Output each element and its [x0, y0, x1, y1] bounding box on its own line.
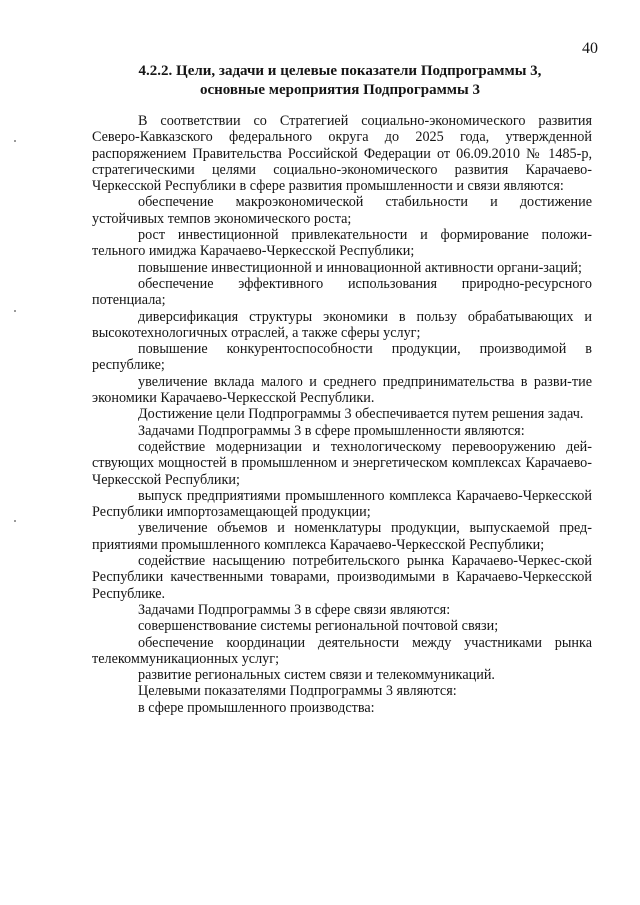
- paragraph-goal-achievement: Достижение цели Подпрограммы 3 обеспечивается путем решения задач.: [138, 406, 584, 423]
- section-heading: [90, 62, 590, 100]
- scan-margin-marks: [0, 0, 30, 905]
- list-item-investment-attractiveness: рост инвестиционной привлекательности и формирование положи-тельного имиджа Карачаево-Черкесской Республики;: [92, 227, 592, 260]
- list-item-output-growth: увеличение объемов и номенклатуры продукции, выпускаемой пред-приятиями промышленного комплекса Карачаево-Черкесской Республики;: [92, 520, 592, 553]
- body-text: [92, 113, 592, 716]
- list-item-small-business: увеличение вклада малого и среднего предпринимательства в разви-тие экономики Карачаево-Черкесской Республики.: [92, 373, 592, 407]
- paragraph-industrial-production: в сфере промышленного производства:: [138, 699, 375, 716]
- list-item-diversification: диверсификация структуры экономики в пользу обрабатывающих и высокотехнологичных отраслей, а также сферы услуг;: [92, 308, 592, 341]
- list-item-innovation-activity: повышение инвестиционной и инновационной активности органи-заций;: [138, 259, 582, 276]
- scan-speck: [14, 520, 16, 522]
- paragraph-industry-tasks-intro: Задачами Подпрограммы 3 в сфере промышленности являются:: [138, 422, 525, 439]
- section-heading-line-2: основные мероприятия Подпрограммы 3: [200, 82, 480, 98]
- paragraph-communication-tasks-intro: Задачами Подпрограммы 3 в сфере связи являются:: [138, 601, 451, 618]
- list-item-regional-telecom: развитие региональных систем связи и телекоммуникаций.: [138, 667, 495, 684]
- list-item-natural-resources: обеспечение эффективного использования природно-ресурсного потенциала;: [92, 275, 592, 309]
- list-item-consumer-market: содействие насыщению потребительского рынка Карачаево-Черкес-ской Республики качественными товарами, производимыми в Карачаево-Черкесской Республике.: [92, 553, 592, 602]
- list-item-competitiveness: повышение конкурентоспособности продукции, производимой в республике;: [92, 341, 592, 374]
- list-item-macro-stability: обеспечение макроэкономической стабильности и достижение устойчивых темпов экономического роста;: [92, 194, 592, 227]
- section-heading-line-1: 4.2.2. Цели, задачи и целевые показатели Подпрограммы 3,: [138, 63, 542, 79]
- scan-speck: [14, 310, 16, 312]
- paragraph-indicators-intro: Целевыми показателями Подпрограммы 3 являются:: [138, 683, 457, 700]
- scan-speck: [14, 140, 16, 142]
- list-item-postal-system: совершенствование системы региональной почтовой связи;: [138, 618, 499, 635]
- list-item-import-substitution: выпуск предприятиями промышленного комплекса Карачаево-Черкесской Республики импортозамещающей продукции;: [92, 487, 592, 521]
- list-item-modernization: содействие модернизации и технологическому перевооружению дей-ствующих мощностей в промышленном и энергетическом комплексах Карачаево-Черкесской Республики;: [92, 438, 592, 488]
- page-number: 40: [582, 40, 598, 57]
- paragraph-strategy-intro: В соответствии со Стратегией социально-экономического развития Северо-Кавказского федерального округа до 2025 года, утвержденной распоряжением Правительства Российской Федерации от 06.09.2010 № 1485-р, стратегическими целями социально-экономического развития Карачаево-Черкесской Республики в сфере развития промышленности и связи являются:: [92, 113, 592, 195]
- list-item-telecom-coordination: обеспечение координации деятельности между участниками рынка телекоммуникационных услуг;: [92, 634, 592, 667]
